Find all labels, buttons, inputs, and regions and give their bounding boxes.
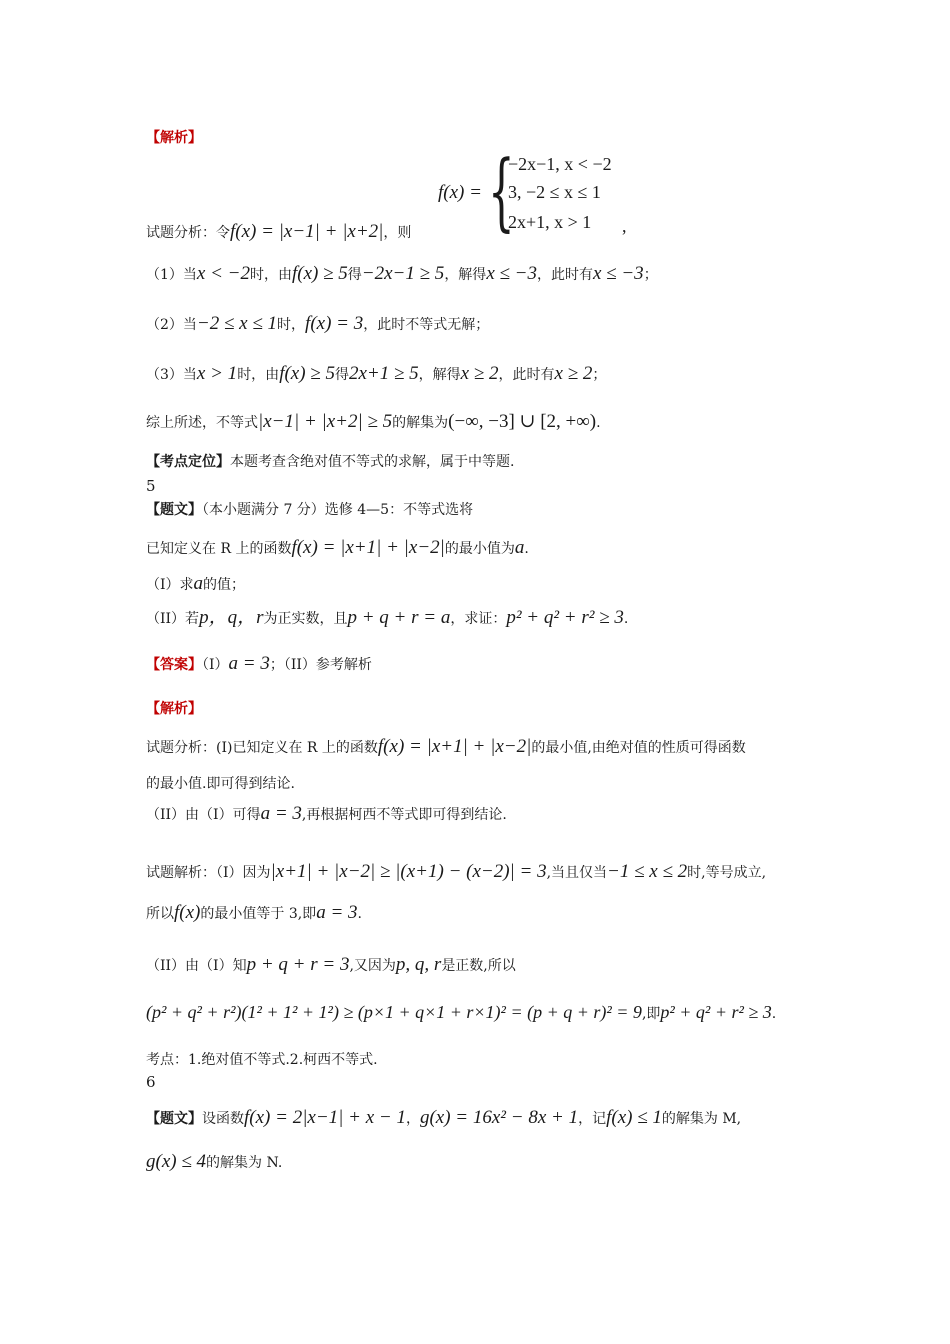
text: 的解集为 bbox=[392, 415, 449, 431]
q5-analysis-tag: 【解析】 bbox=[146, 701, 202, 717]
math: f(x) = |x+1| + |x−2| bbox=[291, 537, 445, 558]
title-text: （本小题满分 7 分）选修 4—5：不等式选将 bbox=[202, 502, 474, 518]
brace-symbol: { bbox=[488, 142, 515, 240]
case-1: −2x−1, x < −2 bbox=[508, 154, 612, 174]
q5-answer bbox=[146, 654, 372, 675]
intro-text: 试题分析：令 bbox=[146, 225, 230, 241]
q6-line-2 bbox=[146, 1152, 282, 1173]
q5-analysis-2 bbox=[146, 804, 507, 825]
case-3: 2x+1, x > 1 bbox=[508, 212, 592, 232]
text: 时,等号成立, bbox=[687, 865, 767, 881]
text: 试题解析：（I）因为 bbox=[146, 865, 271, 881]
math: |x+1| + |x−2| ≥ |(x+1) − (x−2)| = 3 bbox=[270, 861, 547, 882]
case-line-3 bbox=[146, 364, 606, 385]
math: a = 3 bbox=[316, 902, 358, 923]
text: （II）若 bbox=[146, 611, 200, 627]
math: (p² + q² + r²)(1² + 1² + 1²) ≥ (p×1 + q×1 + r×1)² = (p + q + r)² = 9 bbox=[146, 1002, 642, 1022]
math: a bbox=[514, 537, 525, 558]
q5-analysis-1b: 的最小值.即可得到结论. bbox=[146, 776, 295, 792]
text: ,当且仅当 bbox=[546, 865, 608, 881]
text: . bbox=[623, 611, 629, 627]
text: ,再根据柯西不等式即可得到结论. bbox=[301, 807, 507, 823]
q5-line-2 bbox=[146, 574, 245, 595]
text: （I） bbox=[202, 657, 229, 673]
text: ，记 bbox=[578, 1111, 607, 1127]
text: 得 bbox=[334, 367, 349, 383]
kaodian-tag: 【考点定位】 bbox=[146, 454, 230, 470]
q5-solution-3 bbox=[146, 955, 516, 976]
math: a = 3 bbox=[228, 653, 270, 674]
q5-solution-1 bbox=[146, 862, 766, 883]
math: −1 ≤ x ≤ 2 bbox=[607, 861, 688, 882]
text: 已知定义在 R 上的函数 bbox=[146, 541, 292, 557]
text: ； bbox=[643, 267, 658, 283]
text: . bbox=[357, 906, 362, 922]
math: −2x−1 ≥ 5 bbox=[361, 263, 445, 284]
math: (−∞, −3] ∪ [2, +∞) bbox=[448, 411, 597, 432]
text: 的值； bbox=[203, 577, 246, 593]
text: ，解得 bbox=[418, 367, 461, 383]
text: 时，由 bbox=[237, 367, 280, 383]
math: f(x) = |x+1| + |x−2| bbox=[377, 736, 532, 757]
text: 试题分析：(I)已知定义在 R 上的函数 bbox=[146, 740, 378, 756]
text: . bbox=[596, 415, 601, 431]
q5-solution-4 bbox=[146, 1002, 776, 1024]
title-tag: 【题文】 bbox=[146, 1111, 202, 1127]
math: 2x+1 ≥ 5 bbox=[348, 363, 419, 384]
text: ,又因为 bbox=[349, 958, 396, 974]
math: x ≥ 2 bbox=[554, 363, 593, 384]
text: 得 bbox=[347, 267, 362, 283]
text: ，求证： bbox=[450, 611, 507, 627]
math: a = 3 bbox=[260, 803, 302, 824]
math: x ≤ −3 bbox=[593, 263, 644, 284]
case-end: , bbox=[622, 216, 627, 236]
text: ，此时有 bbox=[498, 367, 555, 383]
text: 的最小值等于 3,即 bbox=[200, 906, 317, 922]
intro-expr: f(x) = |x−1| + |x+2| bbox=[230, 221, 384, 242]
math: g(x) ≤ 4 bbox=[146, 1151, 207, 1172]
q5-line-3 bbox=[146, 608, 628, 629]
piecewise-function bbox=[438, 142, 638, 240]
text: （II）由（I）可得 bbox=[146, 807, 261, 823]
text: （I）求 bbox=[146, 577, 194, 593]
text: （II）由（I）知 bbox=[146, 958, 247, 974]
text: 的最小值为 bbox=[444, 541, 515, 557]
kaodian-text: 本题考查含绝对值不等式的求解，属于中等题. bbox=[230, 454, 515, 470]
question-number-6: 6 bbox=[146, 1073, 156, 1091]
q6-line-1 bbox=[146, 1108, 741, 1129]
title-tag: 【题文】 bbox=[146, 502, 202, 518]
text: ，此时不等式无解； bbox=[363, 317, 490, 333]
text: 是正数,所以 bbox=[441, 958, 516, 974]
math: a bbox=[193, 573, 204, 594]
text: 时， bbox=[277, 317, 306, 333]
text: ，解得 bbox=[444, 267, 487, 283]
math: p, q, r bbox=[395, 954, 442, 975]
analysis-tag: 【解析】 bbox=[146, 130, 202, 146]
text: （3）当 bbox=[146, 367, 197, 383]
text: 为正实数，且 bbox=[263, 611, 348, 627]
text: 综上所述，不等式 bbox=[146, 415, 258, 431]
question-number-5: 5 bbox=[146, 477, 156, 495]
math: |x−1| + |x+2| ≥ 5 bbox=[258, 411, 393, 432]
q5-analysis-1 bbox=[146, 737, 746, 758]
math: −2 ≤ x ≤ 1 bbox=[196, 313, 278, 334]
q5-kaodian: 考点：1.绝对值不等式.2.柯西不等式. bbox=[146, 1052, 378, 1068]
q5-title bbox=[146, 500, 473, 520]
math: f(x) bbox=[174, 902, 201, 923]
math: f(x) ≥ 5 bbox=[279, 363, 335, 384]
text: ； bbox=[592, 367, 607, 383]
math: x ≥ 2 bbox=[460, 363, 499, 384]
math: p² + q² + r² ≥ 3 bbox=[660, 1002, 772, 1022]
text: ,即 bbox=[641, 1006, 661, 1022]
text: 时，由 bbox=[250, 267, 292, 283]
text: ，此时有 bbox=[537, 267, 593, 283]
analysis-intro bbox=[146, 222, 411, 243]
kaodian-line bbox=[146, 452, 514, 472]
math: f(x) ≥ 5 bbox=[292, 263, 348, 284]
text: . bbox=[524, 541, 529, 557]
text: 设函数 bbox=[202, 1111, 244, 1127]
math: x ≤ −3 bbox=[486, 263, 537, 284]
math: f(x) = 3 bbox=[305, 313, 364, 334]
math: f(x) = 2|x−1| + x − 1 bbox=[244, 1107, 406, 1128]
summary-line bbox=[146, 412, 601, 433]
case-line-1 bbox=[146, 264, 658, 285]
math: p + q + r = 3 bbox=[246, 954, 350, 975]
math: x > 1 bbox=[196, 363, 238, 384]
intro-text-b: ，则 bbox=[383, 225, 412, 241]
text: （1）当 bbox=[146, 267, 197, 283]
text: 的解集为 N. bbox=[206, 1155, 283, 1171]
text: ， bbox=[405, 1111, 420, 1127]
math: p，q，r bbox=[199, 607, 264, 628]
piecewise-label: f(x) = bbox=[438, 182, 482, 203]
math: p² + q² + r² ≥ 3 bbox=[506, 607, 624, 628]
answer-tag: 【答案】 bbox=[146, 657, 202, 673]
case-line-2 bbox=[146, 314, 489, 335]
text: ；（II）参考解析 bbox=[269, 657, 372, 673]
text: （2）当 bbox=[146, 317, 197, 333]
math: p + q + r = a bbox=[347, 607, 451, 628]
math: g(x) = 16x² − 8x + 1 bbox=[419, 1107, 579, 1128]
text: 所以 bbox=[146, 906, 174, 922]
q5-solution-2 bbox=[146, 903, 362, 924]
text: 的解集为 M, bbox=[661, 1111, 742, 1127]
text: . bbox=[771, 1006, 777, 1022]
text: 的最小值,由绝对值的性质可得函数 bbox=[531, 740, 746, 756]
math: x < −2 bbox=[196, 263, 250, 284]
q5-line-1 bbox=[146, 538, 529, 559]
case-2: 3, −2 ≤ x ≤ 1 bbox=[508, 182, 601, 202]
math: f(x) ≤ 1 bbox=[606, 1107, 662, 1128]
